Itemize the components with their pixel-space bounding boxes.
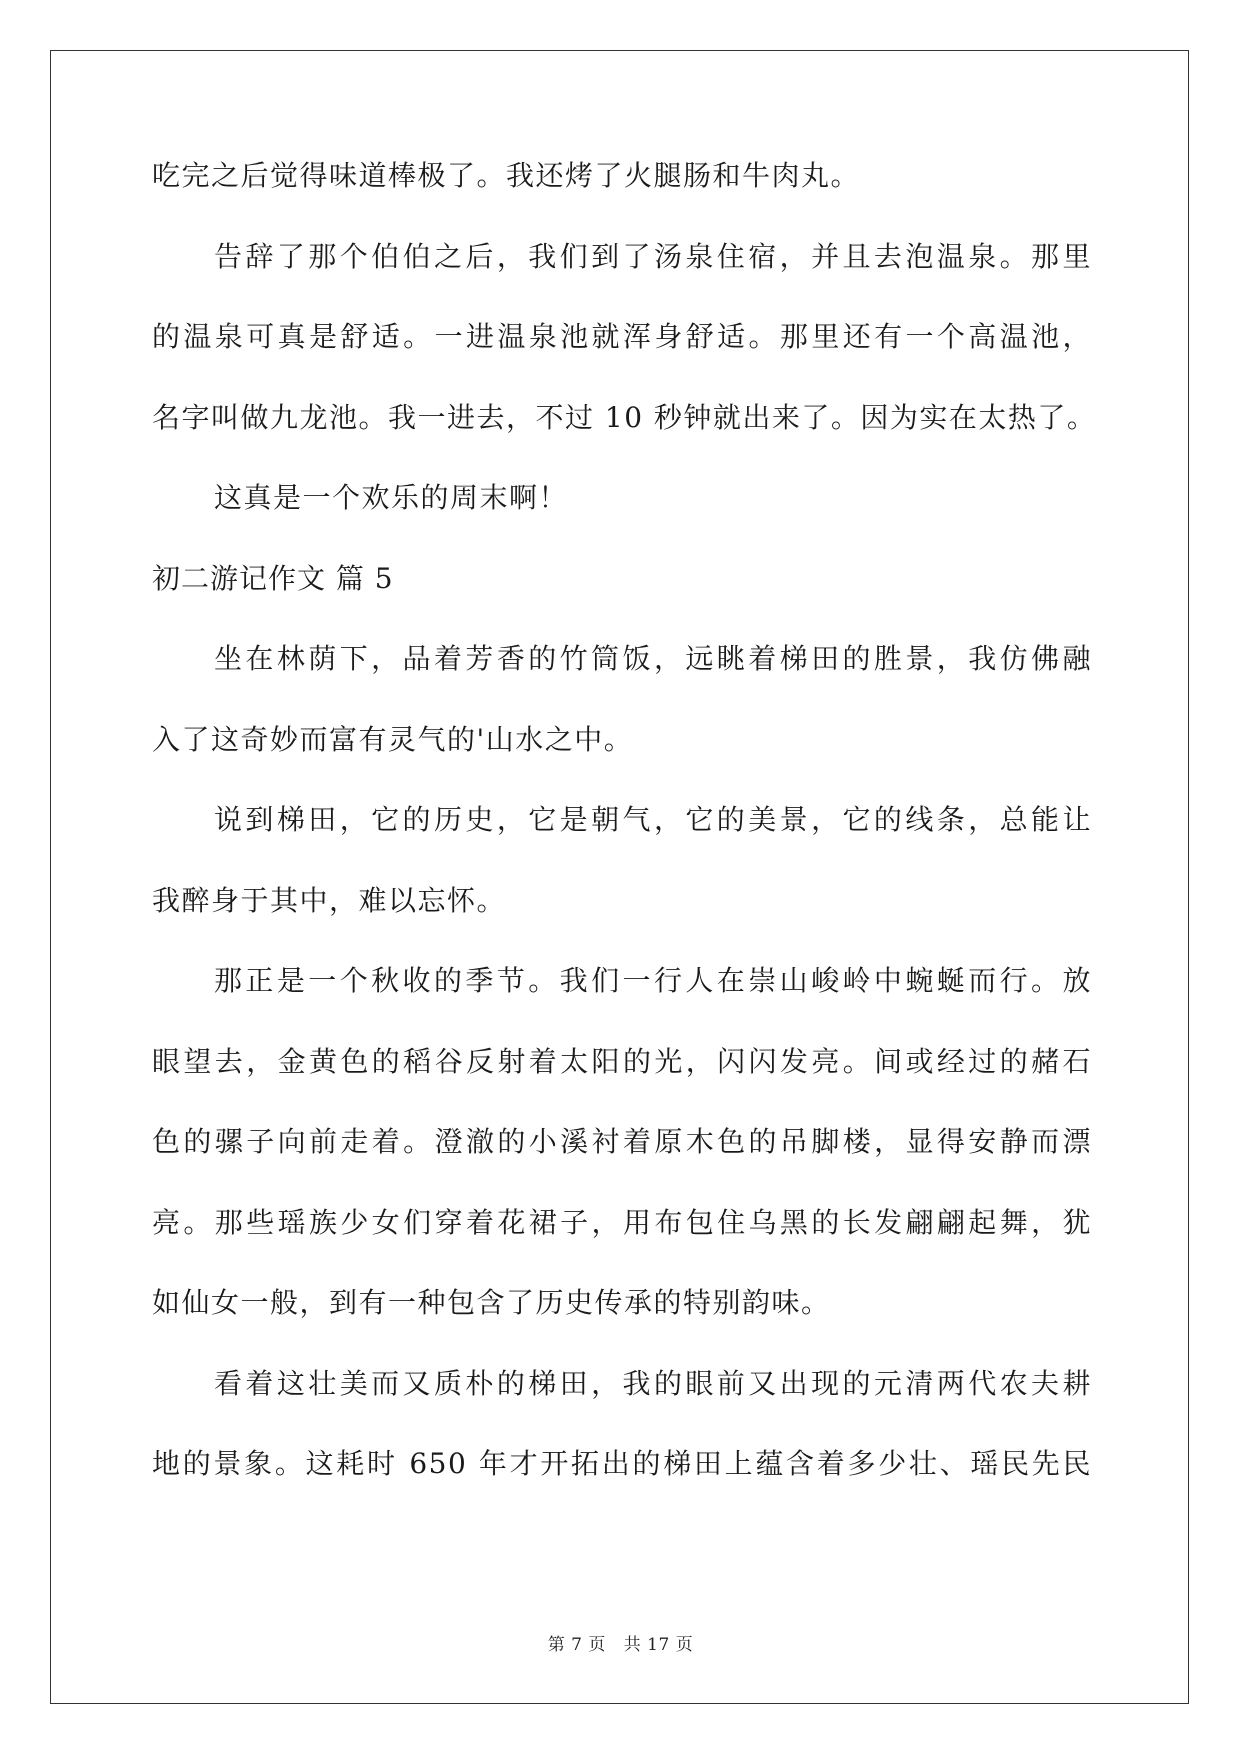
text-line: 这真是一个欢乐的周末啊！ [214,481,569,514]
text-line: 那正是一个秋收的季节。我们一行人在崇山峻岭中蜿蜒而行。放 [214,964,1092,997]
text-line: 入了这奇妙而富有灵气的'山水之中。 [152,722,634,756]
text-line: 看着这壮美而又质朴的梯田，我的眼前又出现的元清两代农夫耕 [214,1366,1092,1400]
text-line: 眼望去，金黄色的稻谷反射着太阳的光，闪闪发亮。间或经过的赭石 [152,1044,1092,1078]
document-body [152,158,1097,1527]
text-line: 告辞了那个伯伯之后，我们到了汤泉住宿，并且去泡温泉。那里 [214,239,1092,273]
text-line: 坐在林荫下，品着芳香的竹筒饭，远眺着梯田的胜景，我仿佛融 [214,642,1092,675]
text-line: 的温泉可真是舒适。一进温泉池就浑身舒适。那里还有一个高温池， [152,320,1092,353]
text-line: 色的骡子向前走着。澄澈的小溪衬着原木色的吊脚楼，显得安静而漂 [152,1125,1092,1158]
text-line: 吃完之后觉得味道棒极了。我还烤了火腿肠和牛肉丸。 [152,159,861,192]
text-line: 名字叫做九龙池。我一进去，不过 10 秒钟就出来了。因为实在太热了。 [152,400,1097,434]
text-line: 说到梯田，它的历史，它是朝气，它的美景，它的线条，总能让 [214,803,1092,836]
page-total: 共 17 页 [623,1635,694,1655]
text-line: 我醉身于其中，难以忘怀。 [152,883,507,917]
text-line: 亮。那些瑶族少女们穿着花裙子，用布包住乌黑的长发翩翩起舞，犹 [152,1205,1092,1239]
page-footer [0,1630,1241,1655]
page-number: 第 7 页 [547,1635,606,1655]
text-line: 如仙女一般，到有一种包含了历史传承的特别韵味。 [152,1286,831,1319]
section-heading: 初二游记作文 篇 5 [152,561,394,595]
text-line: 地的景象。这耗时 650 年才开拓出的梯田上蕴含着多少壮、瑶民先民 [152,1447,1092,1480]
